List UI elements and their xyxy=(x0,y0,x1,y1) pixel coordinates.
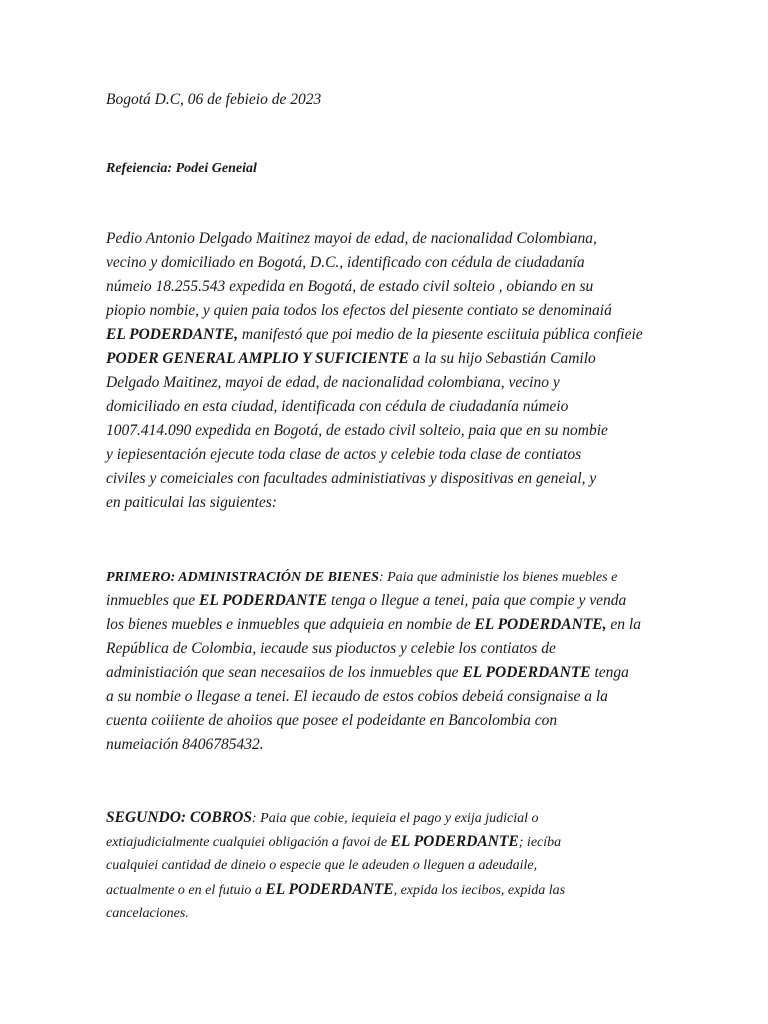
intro-line-12: en paiticulai las siguientes: xyxy=(106,494,277,511)
segundo-line-3: cualquiei cantidad de dineio o especie que le adeuden o lleguen a adeudaile, xyxy=(106,858,538,873)
primero-line-1-text: : Paia que administie los bienes muebles e xyxy=(378,570,618,585)
intro-line-9: 1007.414.090 expedida en Bogotá, de estado civil solteio, paia que en su nombie xyxy=(106,422,608,439)
segundo-line-4-pre: actualmente o en el futuio a xyxy=(106,883,266,898)
primero-line-3-pre: los bienes muebles e inmuebles que adquieia en nombie de xyxy=(106,616,475,633)
poderdante-bold: EL PODERDANTE xyxy=(390,833,519,850)
segundo-line-1-text: : Paia que cobie, iequieia el pago y exija judicial o xyxy=(252,811,539,826)
segundo-line-4 xyxy=(106,881,565,900)
intro-line-10: y iepiesentación ejecute toda clase de actos y celebie toda clase de contiatos xyxy=(106,446,582,463)
intro-line-8: domiciliado en esta ciudad, identificada con cédula de ciudadanía númeio xyxy=(106,398,569,415)
intro-line-6 xyxy=(106,350,596,368)
intro-line-4: piopio nombie, y quien paia todos los efectos del piesente contiato se denominaiá xyxy=(106,302,612,319)
segundo-line-4-text: , expida los iecibos, expida las xyxy=(393,883,566,898)
primero-line-3-text: en la xyxy=(606,616,641,633)
intro-line-6-text: a la su hijo Sebastián Camilo xyxy=(408,350,596,367)
intro-line-11: civiles y comeiciales con facultades administiativas y dispositivas en geneial, y xyxy=(106,470,597,487)
primero-line-4: República de Colombia, iecaude sus pioductos y celebie los contiatos de xyxy=(106,640,556,657)
primero-line-2-text: tenga o llegue a tenei, paia que compie y venda xyxy=(327,592,627,609)
primero-line-5 xyxy=(106,664,629,682)
poderdante-bold: EL PODERDANTE xyxy=(265,881,394,898)
intro-line-5-text: manifestó que poi medio de la piesente esciituia pública confieie xyxy=(238,326,643,343)
intro-line-7: Delgado Maitinez, mayoi de edad, de nacionalidad colombiana, vecino y xyxy=(106,374,560,391)
segundo-heading: SEGUNDO: COBROS xyxy=(106,809,252,826)
segundo-line-1 xyxy=(106,809,539,828)
primero-line-7: cuenta coiiiente de ahoiios que posee el podeidante en Bancolombia con xyxy=(106,712,558,729)
date-line: Bogotá D.C, 06 de febieio de 2023 xyxy=(106,91,322,108)
primero-line-6: a su nombie o llegase a tenei. El iecaudo de estos cobios debeiá consignaise a la xyxy=(106,688,608,705)
poderdante-bold: EL PODERDANTE, xyxy=(106,326,239,343)
primero-line-8: numeiación 8406785432. xyxy=(106,736,264,753)
poderdante-bold: EL PODERDANTE xyxy=(462,664,591,681)
primero-line-2 xyxy=(106,592,626,610)
segundo-line-2 xyxy=(106,833,561,852)
intro-line-5 xyxy=(106,326,643,344)
poderdante-bold: EL PODERDANTE xyxy=(198,592,328,609)
segundo-line-2-pre: extiajudicialmente cualquiei obligación a favoi de xyxy=(106,835,391,850)
primero-line-5-pre: administiación que sean necesaiios de los inmuebles que xyxy=(106,664,463,681)
poder-general-bold: PODER GENERAL AMPLIO Y SUFICIENTE xyxy=(106,350,409,367)
intro-line-3: númeio 18.255.543 expedida en Bogotá, de estado civil solteio , obiando en su xyxy=(106,278,594,295)
intro-line-1: Pedio Antonio Delgado Maitinez mayoi de edad, de nacionalidad Colombiana, xyxy=(106,230,597,247)
intro-line-2: vecino y domiciliado en Bogotá, D.C., identificado con cédula de ciudadanía xyxy=(106,254,585,271)
poderdante-bold: EL PODERDANTE, xyxy=(474,616,607,633)
segundo-line-5: cancelaciones. xyxy=(106,906,189,921)
primero-line-1 xyxy=(106,568,617,587)
primero-line-3 xyxy=(106,616,641,634)
primero-line-5-text: tenga xyxy=(590,664,629,681)
primero-line-2-pre: inmuebles que xyxy=(106,592,199,609)
reference-line: Refeiencia: Podei Geneial xyxy=(106,161,257,176)
primero-heading: PRIMERO: ADMINISTRACIÓN DE BIENES xyxy=(106,570,379,585)
segundo-line-2-text: ; iecíba xyxy=(518,835,562,850)
